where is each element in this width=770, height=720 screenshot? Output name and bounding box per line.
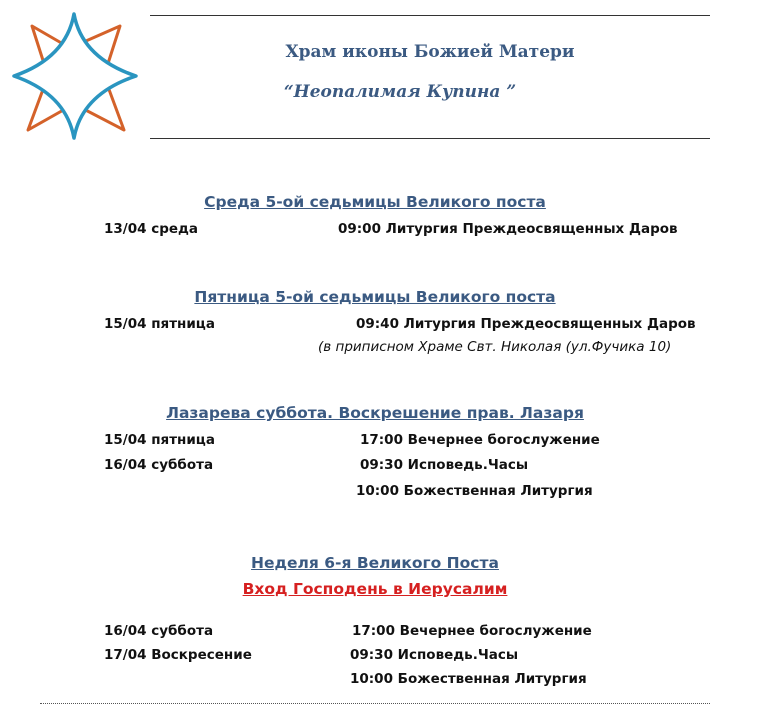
schedule-event: 17:00 Вечернее богослужение xyxy=(352,623,592,639)
footer-dotted-rule xyxy=(40,703,710,704)
schedule-event: 17:00 Вечернее богослужение xyxy=(360,432,600,448)
section-heading-sixth-week: Неделя 6-я Великого Поста xyxy=(251,554,499,572)
schedule-date: 17/04 Воскресение xyxy=(104,647,252,663)
schedule-date: 13/04 среда xyxy=(104,221,199,237)
schedule-date: 15/04 пятница xyxy=(104,316,215,332)
schedule-event: 09:40 Литургия Преждеосвященных Даров xyxy=(356,316,696,332)
church-logo-star-icon xyxy=(12,12,138,140)
feast-subheading: Вход Господень в Иерусалим xyxy=(242,580,508,598)
section-heading-friday: Пятница 5-ой седьмицы Великого поста xyxy=(194,288,556,306)
location-note: (в приписном Храме Свт. Николая (ул.Фучика 10) xyxy=(318,339,672,355)
section-heading-wednesday: Среда 5-ой седьмицы Великого поста xyxy=(204,193,546,211)
header-bottom-rule xyxy=(150,138,710,139)
schedule-event: 09:00 Литургия Преждеосвященных Даров xyxy=(338,221,678,237)
section-heading-lazarus-saturday: Лазарева суббота. Воскрешение прав. Лазаря xyxy=(166,404,584,422)
schedule-date: 16/04 суббота xyxy=(104,457,214,473)
schedule-date: 15/04 пятница xyxy=(104,432,215,448)
schedule-date: 16/04 суббота xyxy=(104,623,214,639)
schedule-event: 09:30 Исповедь.Часы xyxy=(350,647,519,663)
church-title-line2: “Неопалимая Купина ” xyxy=(283,82,517,102)
schedule-event: 10:00 Божественная Литургия xyxy=(356,483,593,499)
schedule-event: 09:30 Исповедь.Часы xyxy=(360,457,529,473)
church-title-line1: Храм иконы Божией Матери xyxy=(285,42,575,62)
header-top-rule xyxy=(150,15,710,16)
schedule-event: 10:00 Божественная Литургия xyxy=(350,671,587,687)
